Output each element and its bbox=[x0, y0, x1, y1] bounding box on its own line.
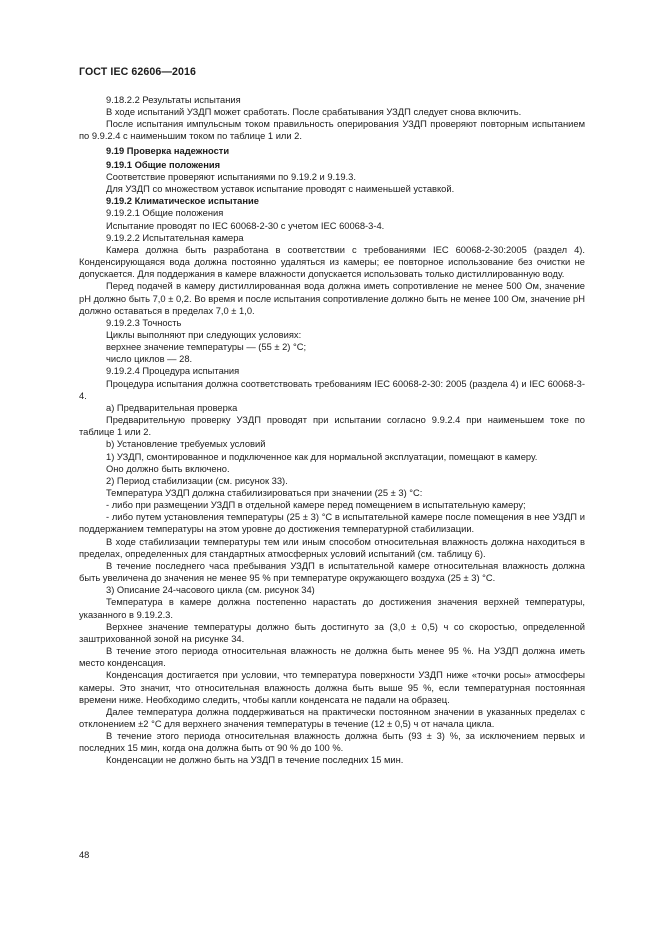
page-number: 48 bbox=[79, 850, 90, 860]
paragraph: верхнее значение температуры — (55 ± 2) °С; bbox=[106, 342, 307, 353]
paragraph: Температура в камере должна постепенно нарастать до достижения значения верхней температуры, указанного в 9.19.2.3. bbox=[79, 597, 585, 620]
paragraph: b) Установление требуемых условий bbox=[106, 439, 266, 450]
paragraph: Испытание проводят по IEC 60068-2-30 с учетом IEC 60068-3-4. bbox=[106, 220, 385, 231]
section-heading: 9.19.1 Общие положения bbox=[106, 159, 221, 170]
paragraph: Процедура испытания должна соответствовать требованиям IEC 60068-2-30: 2005 (раздела 4) и IEC 60068-3-4. bbox=[79, 378, 585, 401]
paragraph: Конденсации не должно быть на УЗДП в течение последних 15 мин. bbox=[106, 755, 404, 766]
paragraph: В течение этого периода относительная влажность не должна быть менее 95 %. На УЗДП должна иметь место конденсация. bbox=[79, 646, 585, 669]
paragraph: 9.19.2.4 Процедура испытания bbox=[106, 366, 240, 377]
paragraph: Конденсация достигается при условии, что температура поверхности УЗДП ниже «точки росы» атмосферы камеры. Это значит, что относительная влажность должна быть выше 95 %, если температурная постоянная времени ниже. Необходимо следить, чтобы капли конденсата не падали на образец. bbox=[79, 670, 585, 705]
paragraph: Верхнее значение температуры должно быть достигнуто за (3,0 ± 0,5) ч со скоростью, определенной заштрихованной зоной на рисунке 34. bbox=[79, 621, 585, 644]
paragraph: Перед подачей в камеру дистиллированная вода должна иметь сопротивление не менее 500 Ом, значение pH должно быть 7,0 ± 0,2. Во время и после испытания сопротивление должно быть не менее 100 Ом, значение pH должно оставаться в пределах 7,0 ± 1,0. bbox=[79, 281, 585, 316]
paragraph: 3) Описание 24-часового цикла (см. рисунок 34) bbox=[106, 585, 315, 596]
paragraph: 9.19.2.3 Точность bbox=[106, 317, 182, 328]
document-body bbox=[79, 94, 585, 767]
paragraph: Оно должно быть включено. bbox=[106, 463, 230, 474]
paragraph: 1) УЗДП, смонтированное и подключенное как для нормальной эксплуатации, помещают в камеру. bbox=[106, 451, 538, 462]
paragraph: - либо при размещении УЗДП в отдельной камере перед помещением в испытательную камеру; bbox=[106, 500, 526, 511]
paragraph: 9.19.2.2 Испытательная камера bbox=[106, 232, 244, 243]
paragraph: Для УЗДП со множеством уставок испытание проводят с наименьшей уставкой. bbox=[106, 184, 455, 195]
document-header: ГОСТ IEC 62606—2016 bbox=[79, 66, 197, 78]
paragraph: а) Предварительная проверка bbox=[106, 402, 238, 413]
paragraph: Далее температура должна поддерживаться на практически постоянном значении в указанных пределах с отклонением ±2 °С для верхнего значения температуры в течение (12 ± 0,5) ч от начала цикла. bbox=[79, 706, 585, 729]
paragraph: В течение этого периода относительная влажность должна быть (93 ± 3) %, за исключением первых и последних 15 мин, когда она должна быть от 90 % до 100 %. bbox=[79, 731, 585, 754]
section-heading: 9.19 Проверка надежности bbox=[106, 145, 230, 156]
paragraph: После испытания импульсным током правильность оперирования УЗДП проверяют повторным испытанием по 9.9.2.4 с наименьшим током по таблице 1 или 2. bbox=[79, 119, 585, 142]
paragraph: Предварительную проверку УЗДП проводят при испытании согласно 9.9.2.4 при наименьшем токе по таблице 1 или 2. bbox=[79, 415, 585, 438]
paragraph: В течение последнего часа пребывания УЗДП в испытательной камере относительная влажность должна быть увеличена до значения не менее 95 % при температуре окружающего воздуха (25 ± 3) °С. bbox=[79, 560, 585, 584]
paragraph: Циклы выполняют при следующих условиях: bbox=[106, 329, 302, 340]
section-heading: 9.19.2 Климатическое испытание bbox=[106, 196, 259, 207]
paragraph: В ходе стабилизации температуры тем или иным способом относительная влажность должна находиться в пределах, определенных для стандартных атмосферных условий испытаний (см. таблицу 6). bbox=[79, 536, 585, 559]
paragraph: Соответствие проверяют испытаниями по 9.19.2 и 9.19.3. bbox=[106, 171, 356, 182]
paragraph: число циклов — 28. bbox=[106, 354, 193, 365]
paragraph: 2) Период стабилизации (см. рисунок 33). bbox=[106, 475, 288, 486]
paragraph: 9.19.2.1 Общие положения bbox=[106, 208, 224, 219]
paragraph: Температура УЗДП должна стабилизироваться при значении (25 ± 3) °С: bbox=[106, 488, 423, 498]
paragraph: Камера должна быть разработана в соответствии с требованиями IEC 60068-2-30:2005 (раздел 4). Конденсирующаяся вода должна постоянно удаляться из камеры; ее повторное использование без очистки не допускается. Для поддержания в камере влажности допускается использовать только дистиллированную воду. bbox=[79, 244, 585, 280]
paragraph: 9.18.2.2 Результаты испытания bbox=[106, 95, 241, 105]
paragraph: - либо путем установления температуры (25 ± 3) °С в испытательной камере после помещения в нее УЗДП и поддержанием температуры на этом уровне до достижения температурной стабилизации. bbox=[79, 512, 585, 535]
paragraph: В ходе испытаний УЗДП может сработать. После срабатывания УЗДП следует снова включить. bbox=[106, 107, 522, 118]
